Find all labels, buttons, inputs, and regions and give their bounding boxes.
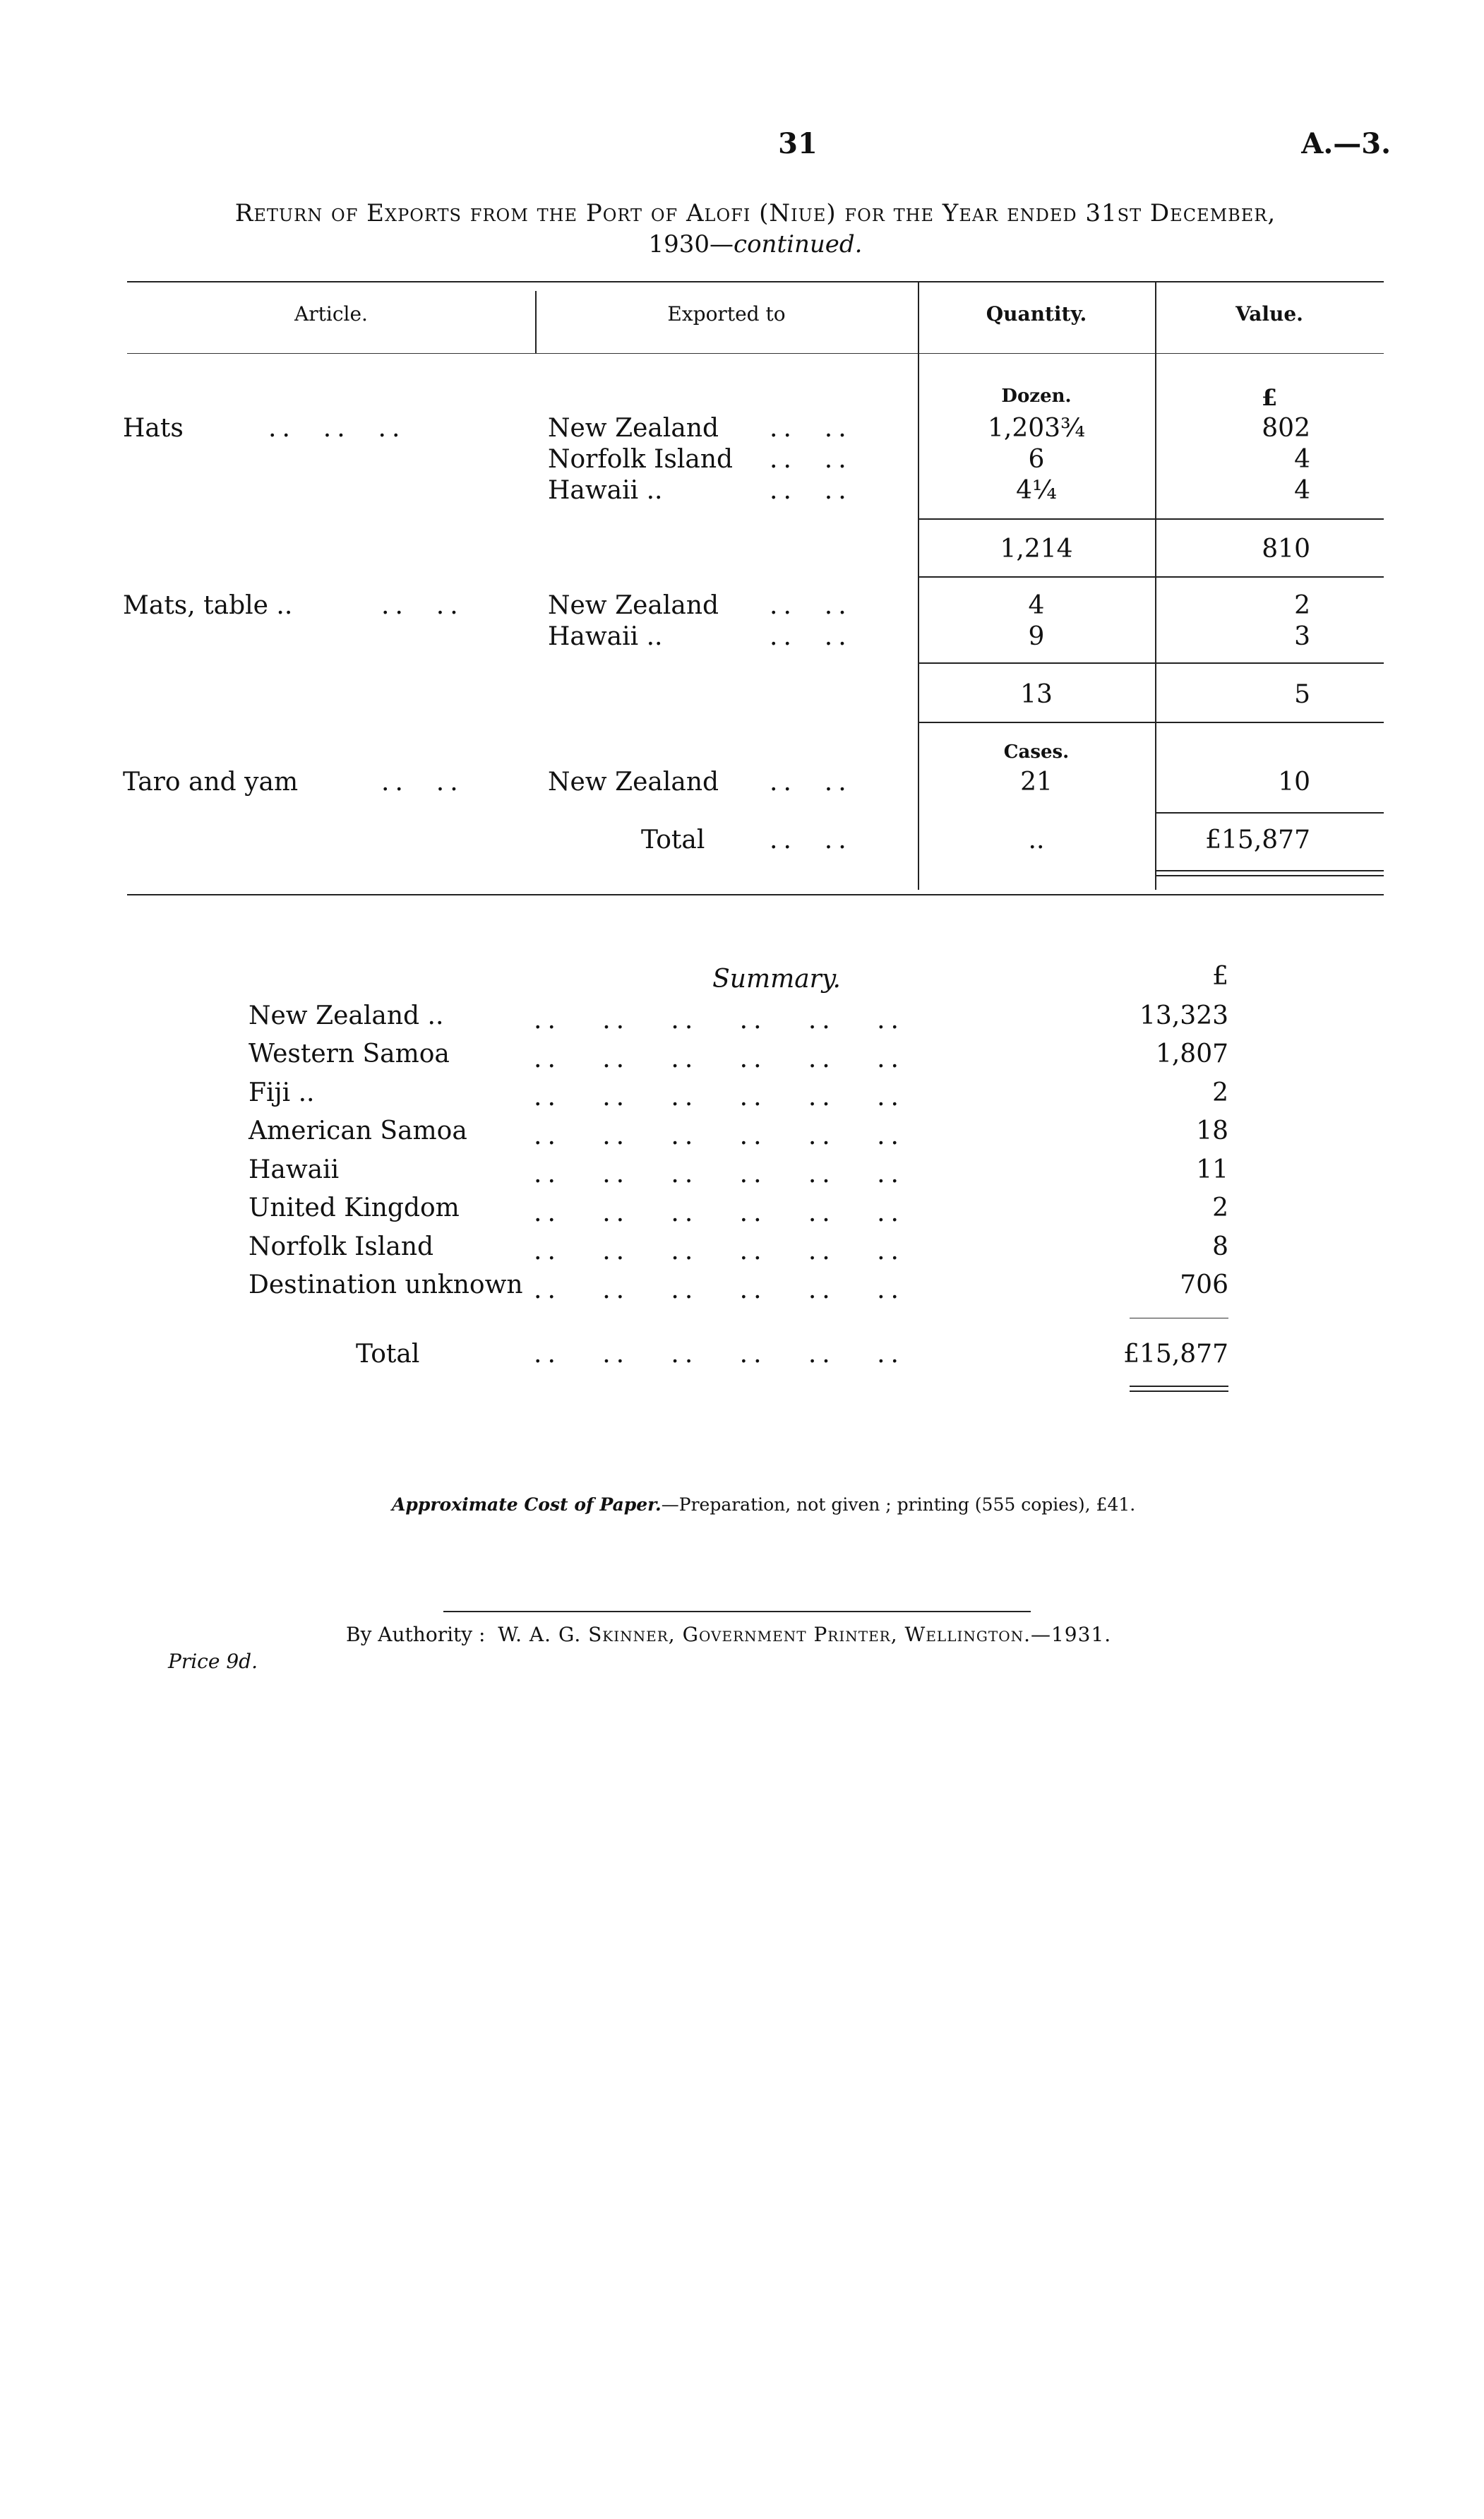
quantity: 6 xyxy=(1028,445,1045,474)
destination: Hawaii .. xyxy=(548,622,663,651)
leader-dots: .. .. xyxy=(770,826,852,854)
cost-text: —Preparation, not given ; printing (555 copies), £41. xyxy=(661,1494,1136,1515)
column-header-exported-to: Exported to xyxy=(667,302,786,326)
summary-total-value: £15,877 xyxy=(1123,1340,1228,1369)
quantity-unit-dozen: Dozen. xyxy=(1001,386,1072,407)
value: 706 xyxy=(1180,1270,1228,1299)
authority-rule xyxy=(443,1611,1031,1612)
title-year: 1930— xyxy=(648,230,734,258)
hats-subtotal-bottom-rule xyxy=(918,576,1384,578)
destination: United Kingdom xyxy=(249,1193,460,1222)
destination: Destination unknown xyxy=(249,1270,523,1299)
table-bottom-rule xyxy=(127,894,1384,895)
destination: Hawaii xyxy=(249,1155,340,1184)
cost-of-paper-note xyxy=(392,1494,1135,1515)
value: 3 xyxy=(1294,622,1310,651)
column-header-article: Article. xyxy=(294,302,368,326)
value: 4 xyxy=(1294,476,1310,505)
value-unit-pound: £ xyxy=(1261,384,1278,411)
column-header-quantity: Quantity. xyxy=(986,302,1087,326)
value: 11 xyxy=(1196,1155,1228,1184)
quantity: 4 xyxy=(1028,591,1045,620)
value: 10 xyxy=(1278,768,1310,797)
quantity: 21 xyxy=(1020,768,1053,797)
destination: Hawaii .. xyxy=(548,476,663,505)
document-reference: A.—3. xyxy=(1301,127,1391,160)
summary-total-double-rule xyxy=(1130,1386,1228,1392)
total-value: £15,877 xyxy=(1205,826,1310,854)
summary-currency: £ xyxy=(1212,962,1228,991)
value-total-rule xyxy=(1155,812,1384,814)
destination: Fiji .. xyxy=(249,1078,315,1107)
table-top-rule xyxy=(127,281,1384,282)
value: 802 xyxy=(1262,414,1310,443)
leader-dots: .. .. .. .. .. .. xyxy=(770,414,852,505)
quantity: 1,203¾ xyxy=(988,414,1085,443)
hats-subtotal-rule xyxy=(918,518,1384,520)
value: 18 xyxy=(1196,1116,1228,1145)
value: 1,807 xyxy=(1155,1040,1228,1068)
mats-subtotal-value: 5 xyxy=(1294,680,1310,709)
destination: Norfolk Island xyxy=(548,445,734,474)
destination: Norfolk Island xyxy=(249,1232,434,1261)
destination: Western Samoa xyxy=(249,1040,450,1068)
authority-label: By Authority : xyxy=(346,1623,486,1646)
return-title-continued xyxy=(127,230,1384,258)
leader-dots: .. .. .. .. .. .. xyxy=(534,1340,904,1369)
leader-dots: .. .. xyxy=(381,591,464,620)
value: 4 xyxy=(1294,445,1310,474)
total-label: Total xyxy=(641,826,705,854)
mats-subtotal-quantity: 13 xyxy=(1020,680,1053,709)
value: 2 xyxy=(1294,591,1310,620)
value: 8 xyxy=(1212,1232,1228,1261)
leader-dots: .. .. xyxy=(770,768,852,797)
article-mats-table: Mats, table .. xyxy=(123,591,293,620)
destination: New Zealand xyxy=(548,414,719,443)
printer-credit: W. A. G. Skinner, Government Printer, Wellington.—1931. xyxy=(498,1623,1112,1646)
mats-subtotal-rule xyxy=(918,662,1384,664)
total-double-rule xyxy=(1155,870,1384,876)
article-taro-and-yam: Taro and yam xyxy=(123,768,299,797)
destination: New Zealand xyxy=(548,768,719,797)
summary-total-label: Total xyxy=(356,1340,420,1369)
leader-dots: .. .. .. xyxy=(268,414,406,443)
leader-dots: .. .. xyxy=(381,768,464,797)
article-hats: Hats xyxy=(123,414,184,443)
table-header-rule xyxy=(127,353,1384,354)
value: 13,323 xyxy=(1139,1001,1228,1030)
quantity-unit-cases: Cases. xyxy=(1003,742,1070,763)
column-header-value: Value. xyxy=(1235,302,1303,326)
mats-subtotal-bottom-rule xyxy=(918,722,1384,723)
quantity: 4¼ xyxy=(1016,476,1057,505)
cost-label: Approximate Cost of Paper. xyxy=(392,1494,662,1515)
summary-heading: Summary. xyxy=(712,965,841,994)
title-continued: continued. xyxy=(734,230,863,258)
value: 2 xyxy=(1212,1193,1228,1222)
total-quantity: .. xyxy=(1028,826,1045,854)
hats-subtotal-quantity: 1,214 xyxy=(1000,535,1073,564)
quantity: 9 xyxy=(1028,622,1045,651)
value: 2 xyxy=(1212,1078,1228,1107)
hats-subtotal-value: 810 xyxy=(1262,535,1310,564)
leader-dots: .. .. .. .. xyxy=(770,591,852,651)
col-divider-quantity xyxy=(918,282,919,890)
return-title: Return of Exports from the Port of Alofi (Niue) for the Year ended 31st December, xyxy=(234,199,1276,227)
page-number: 31 xyxy=(778,127,818,160)
leader-dots: .. .. .. .. .. .. .. .. .. .. .. .. .. .. .. .. .. .. .. .. .. .. .. .. .. .. .. .. .. .. .. .. .. .. .. .. .. .. .. .. .. .. .. .. .. .. .. .. xyxy=(534,1006,904,1304)
col-divider-value xyxy=(1155,282,1156,890)
price: Price 9d. xyxy=(168,1650,258,1673)
destination: New Zealand .. xyxy=(249,1001,444,1030)
destination: New Zealand xyxy=(548,591,719,620)
authority-line xyxy=(346,1623,1111,1646)
destination: American Samoa xyxy=(249,1116,467,1145)
